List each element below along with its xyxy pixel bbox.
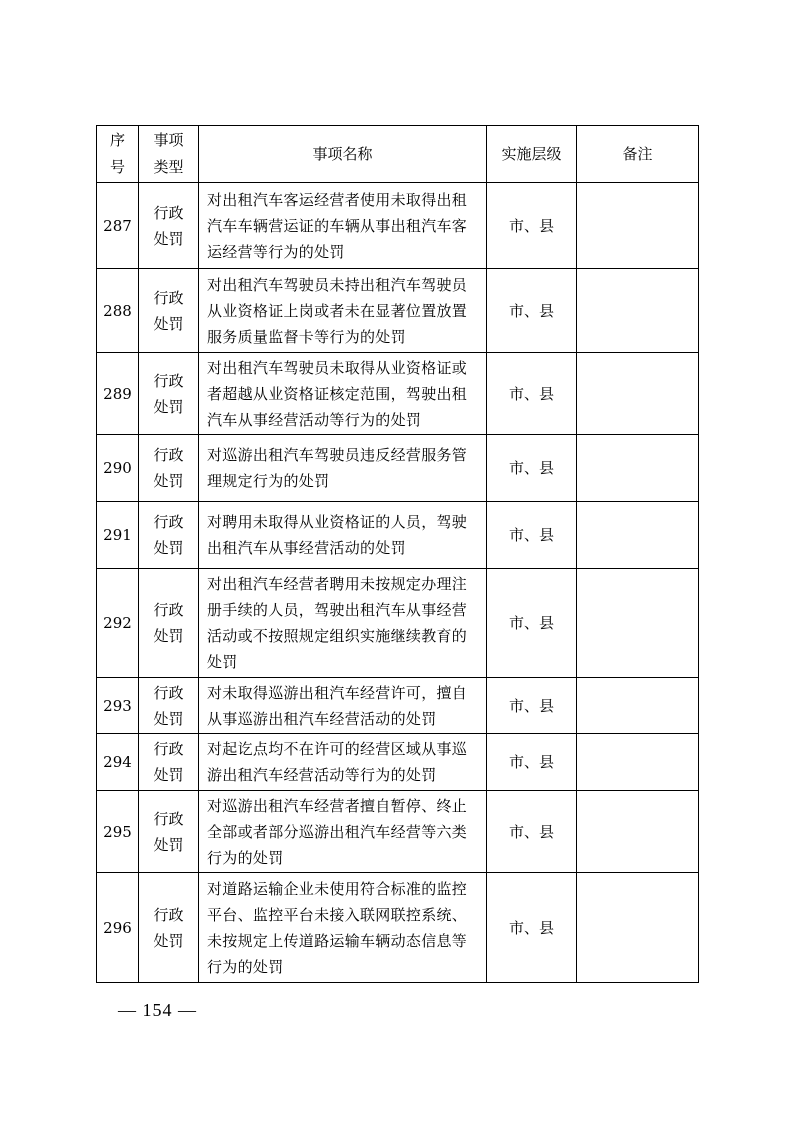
table-row xyxy=(97,435,699,502)
header-row xyxy=(97,126,699,183)
remark xyxy=(577,353,699,435)
item-type: 行政 处罚 xyxy=(139,353,199,435)
item-name: 对巡游出租汽车驾驶员违反经营服务管理规定行为的处罚 xyxy=(199,435,487,502)
header-item-name: 事项名称 xyxy=(199,126,487,183)
serial-number: 287 xyxy=(97,183,139,269)
implementation-level: 市、县 xyxy=(487,353,577,435)
item-type: 行政 处罚 xyxy=(139,435,199,502)
implementation-level: 市、县 xyxy=(487,678,577,734)
serial-number: 291 xyxy=(97,502,139,569)
table-row xyxy=(97,569,699,678)
implementation-level: 市、县 xyxy=(487,183,577,269)
item-type: 行政 处罚 xyxy=(139,678,199,734)
item-name: 对出租汽车驾驶员未取得从业资格证或者超越从业资格证核定范围，驾驶出租汽车从事经营活动等行为的处罚 xyxy=(199,353,487,435)
serial-number: 295 xyxy=(97,791,139,873)
table-row xyxy=(97,183,699,269)
table-row xyxy=(97,678,699,734)
header-remark: 备注 xyxy=(577,126,699,183)
implementation-level: 市、县 xyxy=(487,734,577,791)
implementation-level: 市、县 xyxy=(487,269,577,353)
remark xyxy=(577,678,699,734)
serial-number: 294 xyxy=(97,734,139,791)
serial-number: 292 xyxy=(97,569,139,678)
item-name: 对未取得巡游出租汽车经营许可，擅自从事巡游出租汽车经营活动的处罚 xyxy=(199,678,487,734)
header-serial-number: 序 号 xyxy=(97,126,139,183)
remark xyxy=(577,791,699,873)
remark xyxy=(577,734,699,791)
serial-number: 289 xyxy=(97,353,139,435)
implementation-level: 市、县 xyxy=(487,502,577,569)
table-row xyxy=(97,502,699,569)
remark xyxy=(577,502,699,569)
item-name: 对出租汽车驾驶员未持出租汽车驾驶员从业资格证上岗或者未在显著位置放置服务质量监督卡等行为的处罚 xyxy=(199,269,487,353)
item-type: 行政 处罚 xyxy=(139,791,199,873)
item-name: 对出租汽车客运经营者使用未取得出租汽车车辆营运证的车辆从事出租汽车客运经营等行为的处罚 xyxy=(199,183,487,269)
item-type: 行政 处罚 xyxy=(139,502,199,569)
serial-number: 288 xyxy=(97,269,139,353)
implementation-level: 市、县 xyxy=(487,873,577,983)
table-row xyxy=(97,873,699,983)
remark xyxy=(577,569,699,678)
header-item-type: 事项 类型 xyxy=(139,126,199,183)
item-name: 对聘用未取得从业资格证的人员，驾驶出租汽车从事经营活动的处罚 xyxy=(199,502,487,569)
implementation-level: 市、县 xyxy=(487,569,577,678)
remark xyxy=(577,873,699,983)
table-row xyxy=(97,791,699,873)
serial-number: 296 xyxy=(97,873,139,983)
item-type: 行政 处罚 xyxy=(139,873,199,983)
item-type: 行政 处罚 xyxy=(139,183,199,269)
table-row xyxy=(97,353,699,435)
item-type: 行政 处罚 xyxy=(139,734,199,791)
table-row xyxy=(97,734,699,791)
remark xyxy=(577,183,699,269)
items-table xyxy=(96,125,699,983)
item-type: 行政 处罚 xyxy=(139,569,199,678)
serial-number: 290 xyxy=(97,435,139,502)
item-name: 对巡游出租汽车经营者擅自暂停、终止全部或者部分巡游出租汽车经营等六类行为的处罚 xyxy=(199,791,487,873)
page-number: — 154 — xyxy=(118,1000,197,1020)
implementation-level: 市、县 xyxy=(487,435,577,502)
remark xyxy=(577,269,699,353)
item-name: 对起讫点均不在许可的经营区域从事巡游出租汽车经营活动等行为的处罚 xyxy=(199,734,487,791)
item-name: 对道路运输企业未使用符合标准的监控平台、监控平台未接入联网联控系统、未按规定上传道路运输车辆动态信息等行为的处罚 xyxy=(199,873,487,983)
item-name: 对出租汽车经营者聘用未按规定办理注册手续的人员，驾驶出租汽车从事经营活动或不按照规定组织实施继续教育的处罚 xyxy=(199,569,487,678)
implementation-level: 市、县 xyxy=(487,791,577,873)
table-row xyxy=(97,269,699,353)
header-implementation-level: 实施层级 xyxy=(487,126,577,183)
item-type: 行政 处罚 xyxy=(139,269,199,353)
serial-number: 293 xyxy=(97,678,139,734)
remark xyxy=(577,435,699,502)
